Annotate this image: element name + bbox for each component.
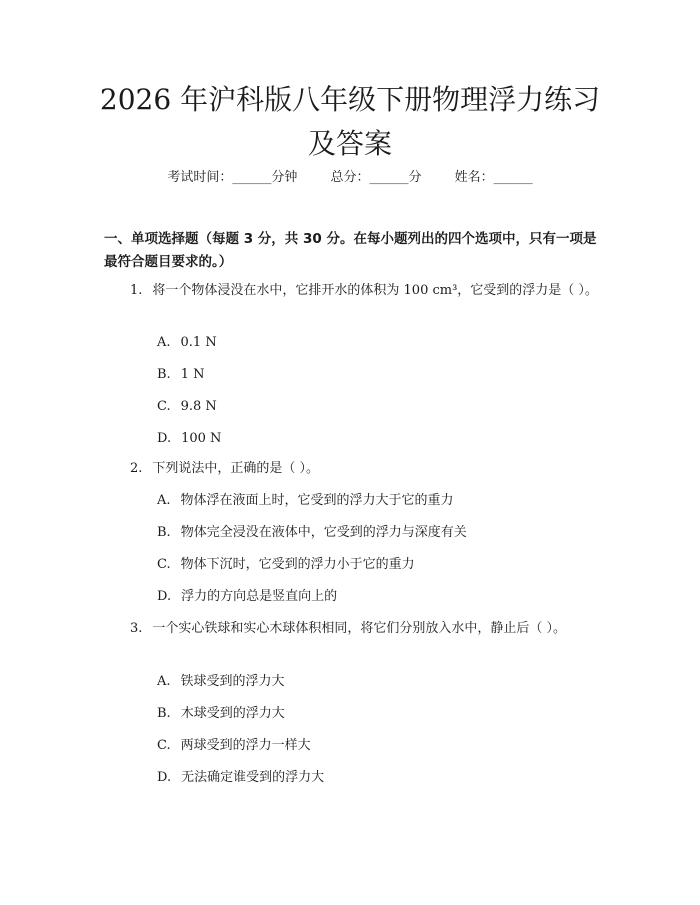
option-letter: B.	[157, 525, 171, 540]
question-2-option-a	[157, 491, 597, 511]
option-text: 铁球受到的浮力大	[180, 674, 285, 689]
student-name-blank: ______	[493, 170, 533, 185]
option-text: 0.1 N	[180, 335, 217, 350]
question-number: 1.	[130, 283, 143, 298]
option-text: 100 N	[181, 431, 222, 446]
option-letter: A.	[157, 335, 171, 350]
total-score-label: 总分：	[330, 170, 370, 185]
question-text: 将一个物体浸没在水中，它排开水的体积为 100 cm³，它受到的浮力是（ ）。	[152, 283, 598, 298]
total-score-blank: ______	[369, 170, 409, 185]
option-text: 物体完全浸没在液体中，它受到的浮力与深度有关	[180, 525, 467, 540]
option-letter: D.	[157, 589, 172, 604]
option-letter: D.	[157, 770, 172, 785]
question-2-option-b	[157, 523, 597, 543]
section-heading: 一、单项选择题（每题 3 分，共 30 分。在每小题列出的四个选项中，只有一项是最符合题目要求的。）	[104, 231, 597, 270]
question-text: 下列说法中，正确的是（ ）。	[152, 461, 320, 476]
question-2-option-d	[157, 587, 597, 607]
option-letter: A.	[157, 674, 171, 689]
question-3-option-a	[157, 672, 597, 692]
question-2-stem	[104, 458, 599, 480]
question-text: 一个实心铁球和实心木球体积相同，将它们分别放入水中，静止后（ ）。	[152, 621, 567, 636]
option-text: 物体下沉时，它受到的浮力小于它的重力	[180, 557, 415, 572]
option-letter: D.	[157, 431, 172, 446]
option-text: 1 N	[180, 367, 205, 382]
question-1-option-d	[157, 429, 597, 449]
exam-time-blank: ______	[232, 170, 272, 185]
question-3-option-b	[157, 704, 597, 724]
option-letter: C.	[157, 557, 171, 572]
question-3-option-c	[157, 736, 597, 756]
exam-time-unit: 分钟	[271, 170, 298, 185]
option-letter: C.	[157, 399, 171, 414]
option-text: 无法确定谁受到的浮力大	[181, 770, 325, 785]
exam-info-line	[0, 168, 700, 188]
total-score-unit: 分	[408, 170, 422, 185]
option-letter: A.	[157, 493, 171, 508]
student-name-label: 姓名：	[454, 170, 494, 185]
option-letter: C.	[157, 738, 171, 753]
question-2-option-c	[157, 555, 597, 575]
question-3-stem	[104, 618, 599, 640]
question-1-stem	[104, 280, 599, 302]
question-1-option-a	[157, 333, 597, 353]
option-text: 木球受到的浮力大	[180, 706, 285, 721]
question-1-option-c	[157, 397, 597, 417]
option-letter: B.	[157, 706, 171, 721]
option-text: 浮力的方向总是竖直向上的	[181, 589, 338, 604]
question-number: 2.	[130, 461, 143, 476]
option-text: 两球受到的浮力一样大	[180, 738, 311, 753]
exam-time-label: 考试时间：	[167, 170, 233, 185]
option-text: 物体浮在液面上时，它受到的浮力大于它的重力	[180, 493, 454, 508]
option-text: 9.8 N	[180, 399, 217, 414]
page-title: 2026 年沪科版八年级下册物理浮力练习及答案	[99, 83, 601, 160]
question-3-option-d	[157, 768, 597, 788]
option-letter: B.	[157, 367, 171, 382]
question-1-option-b	[157, 365, 597, 385]
question-number: 3.	[130, 621, 143, 636]
